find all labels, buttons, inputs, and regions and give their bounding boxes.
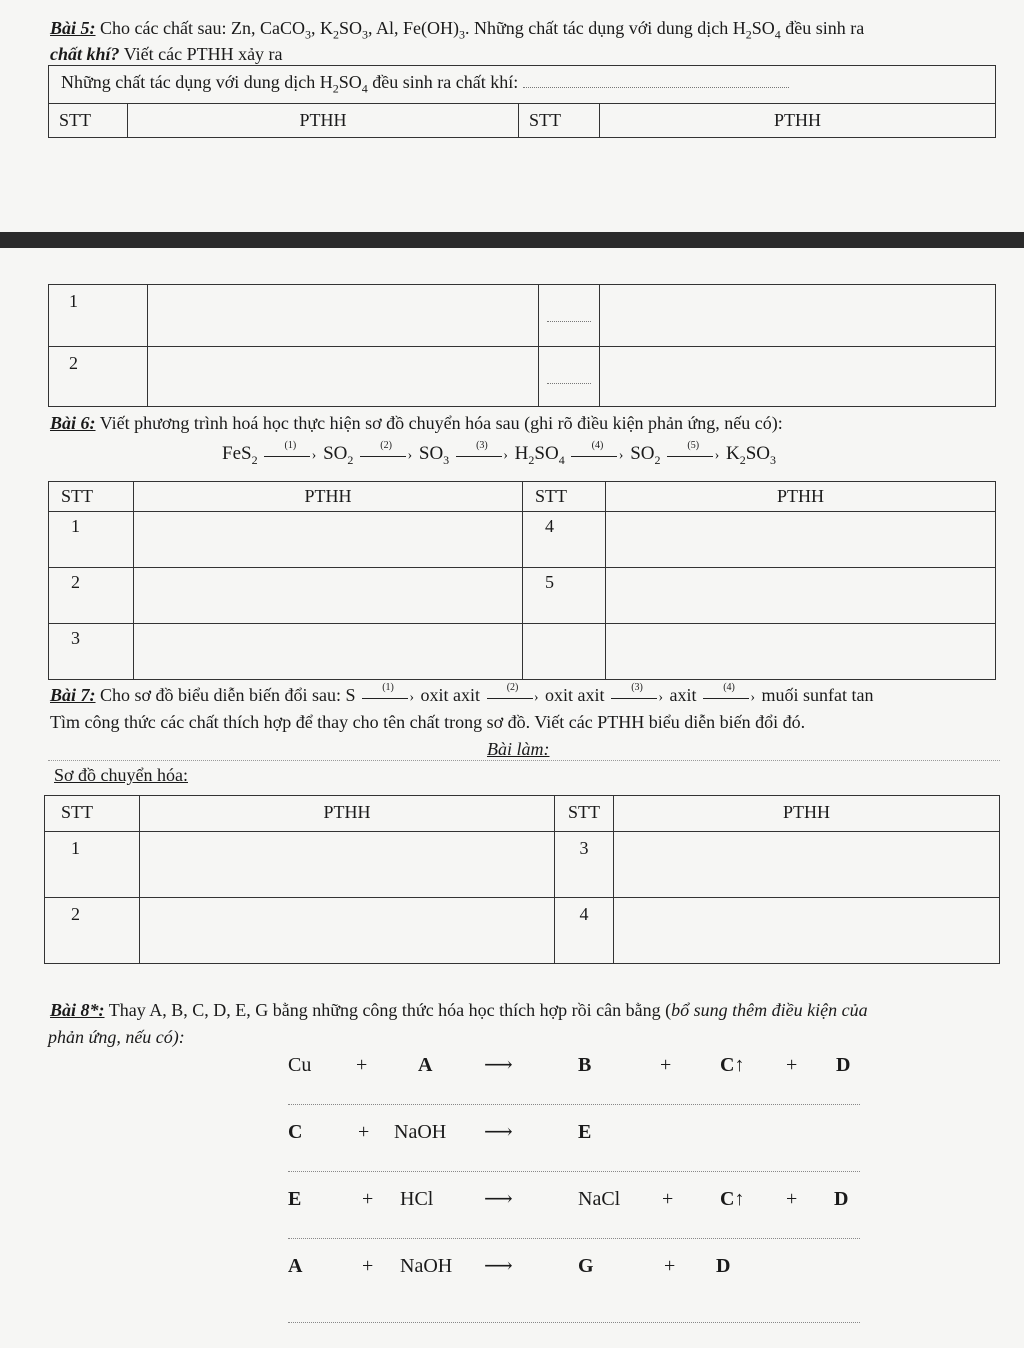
answer-cell[interactable] xyxy=(140,832,555,898)
col-header-pthh: PTHH xyxy=(128,104,519,138)
b6-table xyxy=(48,481,996,680)
answer-line[interactable] xyxy=(288,1171,860,1172)
reaction-arrow-icon: (2) › xyxy=(487,690,539,704)
row-number: 4 xyxy=(523,512,606,568)
answer-cell[interactable] xyxy=(600,285,996,347)
b6-chain: FeS$_2$ (1) › $SO_2$ (2) › $SO_3$ (3) › $H_2SO_4$ (4) › $SO_2$ (5) › $K_2SO_3$ xyxy=(222,439,777,467)
b8-question-line2: phản ứng, nếu có): xyxy=(48,1027,185,1047)
b5-question-line2: chất khí? Viết các PTHH xảy ra xyxy=(50,44,283,64)
answer-line[interactable] xyxy=(288,1238,860,1239)
row-number: 3 xyxy=(49,624,134,680)
reaction-arrow-icon: (1) › xyxy=(264,448,316,462)
col-header-pthh: PTHH xyxy=(606,482,996,512)
screenshot-divider xyxy=(0,232,1024,248)
col-header-stt: STT xyxy=(49,104,128,138)
b7-label: Bài 7: xyxy=(50,685,96,705)
reaction-arrow-icon: (2) › xyxy=(360,448,412,462)
row-number: 2 xyxy=(45,898,140,964)
col-header-pthh: PTHH xyxy=(614,796,1000,832)
b7-work-heading: Bài làm: xyxy=(487,739,550,759)
reaction-arrow-icon: ⟶ xyxy=(484,1188,513,1210)
reaction-arrow-icon: (4) › xyxy=(703,690,755,704)
row-number: 2 xyxy=(49,568,134,624)
answer-cell[interactable] xyxy=(600,347,996,407)
col-header-pthh: PTHH xyxy=(600,104,996,138)
row-number: 2 xyxy=(49,347,148,407)
b7-table xyxy=(44,795,1000,964)
b5-question-line1: Bài 5: Cho các chất sau: Zn, CaCO$_3$, $K_2SO_3$, Al, $Fe(OH)_3$. Những chất tác dụng với dung dịch $H_2SO_4$ đều sinh ra xyxy=(50,18,865,42)
b6-label: Bài 6: xyxy=(50,413,96,433)
reaction-arrow-icon: ⟶ xyxy=(484,1121,513,1143)
answer-cell[interactable] xyxy=(539,347,600,407)
reaction-arrow-icon: (3) › xyxy=(456,448,508,462)
b6-question: Bài 6: Viết phương trình hoá học thực hiện sơ đồ chuyển hóa sau (ghi rõ điều kiện phản ứng, nếu có): xyxy=(50,413,783,433)
answer-cell[interactable] xyxy=(614,898,1000,964)
b7-question-line1: Bài 7: Cho sơ đồ biểu diễn biến đổi sau: S (1) › oxit axit (2) › oxit axit (3) › axit (4) › muối sunfat tan xyxy=(50,681,874,705)
b5-table-bottom xyxy=(48,284,996,407)
answer-cell[interactable] xyxy=(614,832,1000,898)
b7-question-line2: Tìm công thức các chất thích hợp để thay cho tên chất trong sơ đồ. Viết các PTHH biểu diễn biến đổi đó. xyxy=(50,712,806,732)
col-header-pthh: PTHH xyxy=(140,796,555,832)
answer-cell[interactable] xyxy=(134,624,523,680)
answer-cell[interactable] xyxy=(140,898,555,964)
b8-question-line1: Bài 8*: Thay A, B, C, D, E, G bằng những công thức hóa học thích hợp rồi cân bằng (bổ sung thêm điều kiện của xyxy=(50,1000,868,1020)
dotted-divider xyxy=(48,760,1000,761)
answer-cell[interactable] xyxy=(148,347,539,407)
b5-box-title: Những chất tác dụng với dung dịch $H_2SO_4$ đều sinh ra chất khí: xyxy=(49,66,996,104)
answer-line[interactable] xyxy=(288,1322,860,1323)
answer-cell[interactable] xyxy=(523,624,606,680)
b5-table-top xyxy=(48,65,996,138)
row-number: 1 xyxy=(49,512,134,568)
col-header-stt: STT xyxy=(519,104,600,138)
answer-cell[interactable] xyxy=(606,512,996,568)
b5-label: Bài 5: xyxy=(50,18,96,38)
reaction-arrow-icon: ⟶ xyxy=(484,1054,513,1076)
row-number: 3 xyxy=(555,832,614,898)
b7-scheme-label: Sơ đồ chuyển hóa: xyxy=(54,765,188,785)
answer-cell[interactable] xyxy=(539,285,600,347)
reaction-arrow-icon: ⟶ xyxy=(484,1255,513,1277)
col-header-stt: STT xyxy=(555,796,614,832)
col-header-stt: STT xyxy=(45,796,140,832)
col-header-stt: STT xyxy=(49,482,134,512)
col-header-stt: STT xyxy=(523,482,606,512)
answer-blank[interactable] xyxy=(523,87,789,88)
reaction-arrow-icon: (3) › xyxy=(611,690,663,704)
answer-cell[interactable] xyxy=(606,624,996,680)
row-number: 4 xyxy=(555,898,614,964)
answer-cell[interactable] xyxy=(148,285,539,347)
answer-cell[interactable] xyxy=(134,512,523,568)
reaction-arrow-icon: (5) › xyxy=(667,448,719,462)
row-number: 1 xyxy=(45,832,140,898)
reaction-arrow-icon: (4) › xyxy=(571,448,623,462)
answer-cell[interactable] xyxy=(606,568,996,624)
col-header-pthh: PTHH xyxy=(134,482,523,512)
answer-line[interactable] xyxy=(288,1104,860,1105)
answer-cell[interactable] xyxy=(134,568,523,624)
b8-label: Bài 8*: xyxy=(50,1000,105,1020)
row-number: 5 xyxy=(523,568,606,624)
reaction-arrow-icon: (1) › xyxy=(362,690,414,704)
row-number: 1 xyxy=(49,285,148,347)
